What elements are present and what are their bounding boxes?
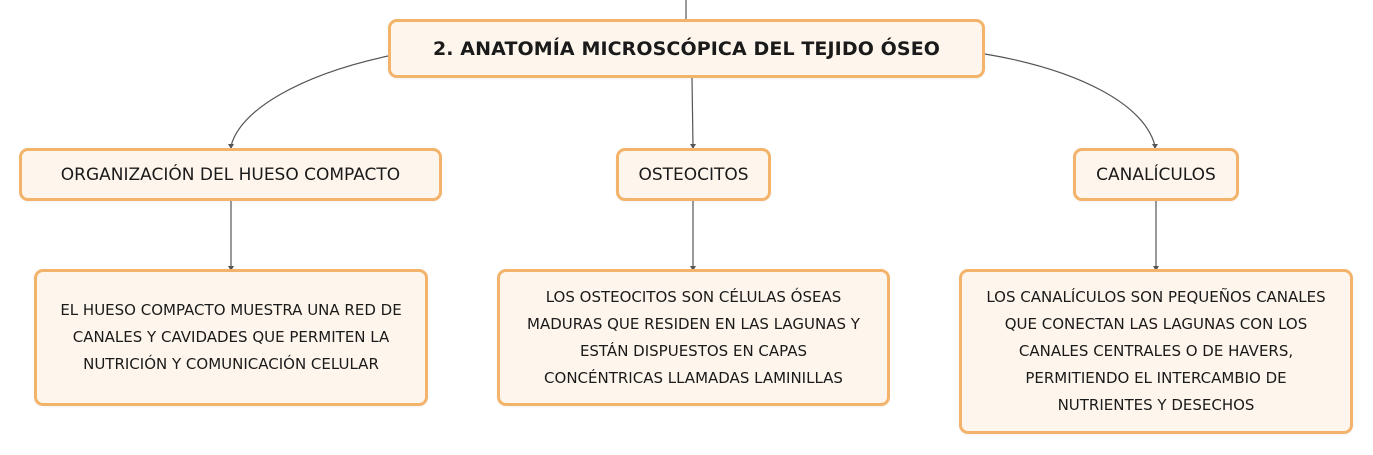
detail-line: CANALES CENTRALES O DE HAVERS, [1018, 342, 1294, 360]
detail-line: CONCÉNTRICAS LLAMADAS LAMINILLAS [544, 368, 843, 387]
detail-node-hueso-compacto[interactable] [34, 269, 428, 406]
detail-line: NUTRICIÓN Y COMUNICACIÓN CELULAR [83, 355, 379, 373]
root-node[interactable] [388, 19, 985, 78]
topic-node-canaliculos[interactable] [1073, 148, 1239, 201]
detail-line: QUE CONECTAN LAS LAGUNAS CON LOS [1004, 315, 1308, 333]
detail-text [60, 297, 401, 378]
connector-root-to-topic-2 [692, 78, 693, 146]
detail-text [986, 284, 1325, 419]
topic-label: CANALÍCULOS [1096, 164, 1216, 185]
root-node-label: 2. ANATOMÍA MICROSCÓPICA DEL TEJIDO ÓSEO [432, 37, 941, 60]
detail-line: EL HUESO COMPACTO MUESTRA UNA RED DE [60, 301, 402, 319]
detail-line: MADURAS QUE RESIDEN EN LAS LAGUNAS Y [527, 314, 860, 333]
detail-node-osteocitos[interactable] [497, 269, 890, 406]
detail-line: NUTRIENTES Y DESECHOS [1057, 396, 1255, 414]
detail-line: PERMITIENDO EL INTERCAMBIO DE [1025, 369, 1287, 387]
connector-root-to-topic-3 [985, 54, 1155, 146]
connector-root-to-topic-1 [231, 56, 388, 146]
detail-line: CANALES Y CAVIDADES QUE PERMITEN LA [72, 328, 390, 346]
topic-label: OSTEOCITOS [638, 164, 749, 185]
detail-text [527, 284, 860, 392]
detail-node-canaliculos[interactable] [959, 269, 1353, 434]
topic-label: ORGANIZACIÓN DEL HUESO COMPACTO [60, 164, 401, 185]
topic-node-organizacion-hueso-compacto[interactable] [19, 148, 442, 201]
detail-line: LOS OSTEOCITOS SON CÉLULAS ÓSEAS [545, 287, 842, 306]
detail-line: ESTÁN DISPUESTOS EN CAPAS [579, 341, 808, 360]
detail-line: LOS CANALÍCULOS SON PEQUEÑOS CANALES [986, 288, 1326, 306]
topic-node-osteocitos[interactable] [616, 148, 771, 201]
